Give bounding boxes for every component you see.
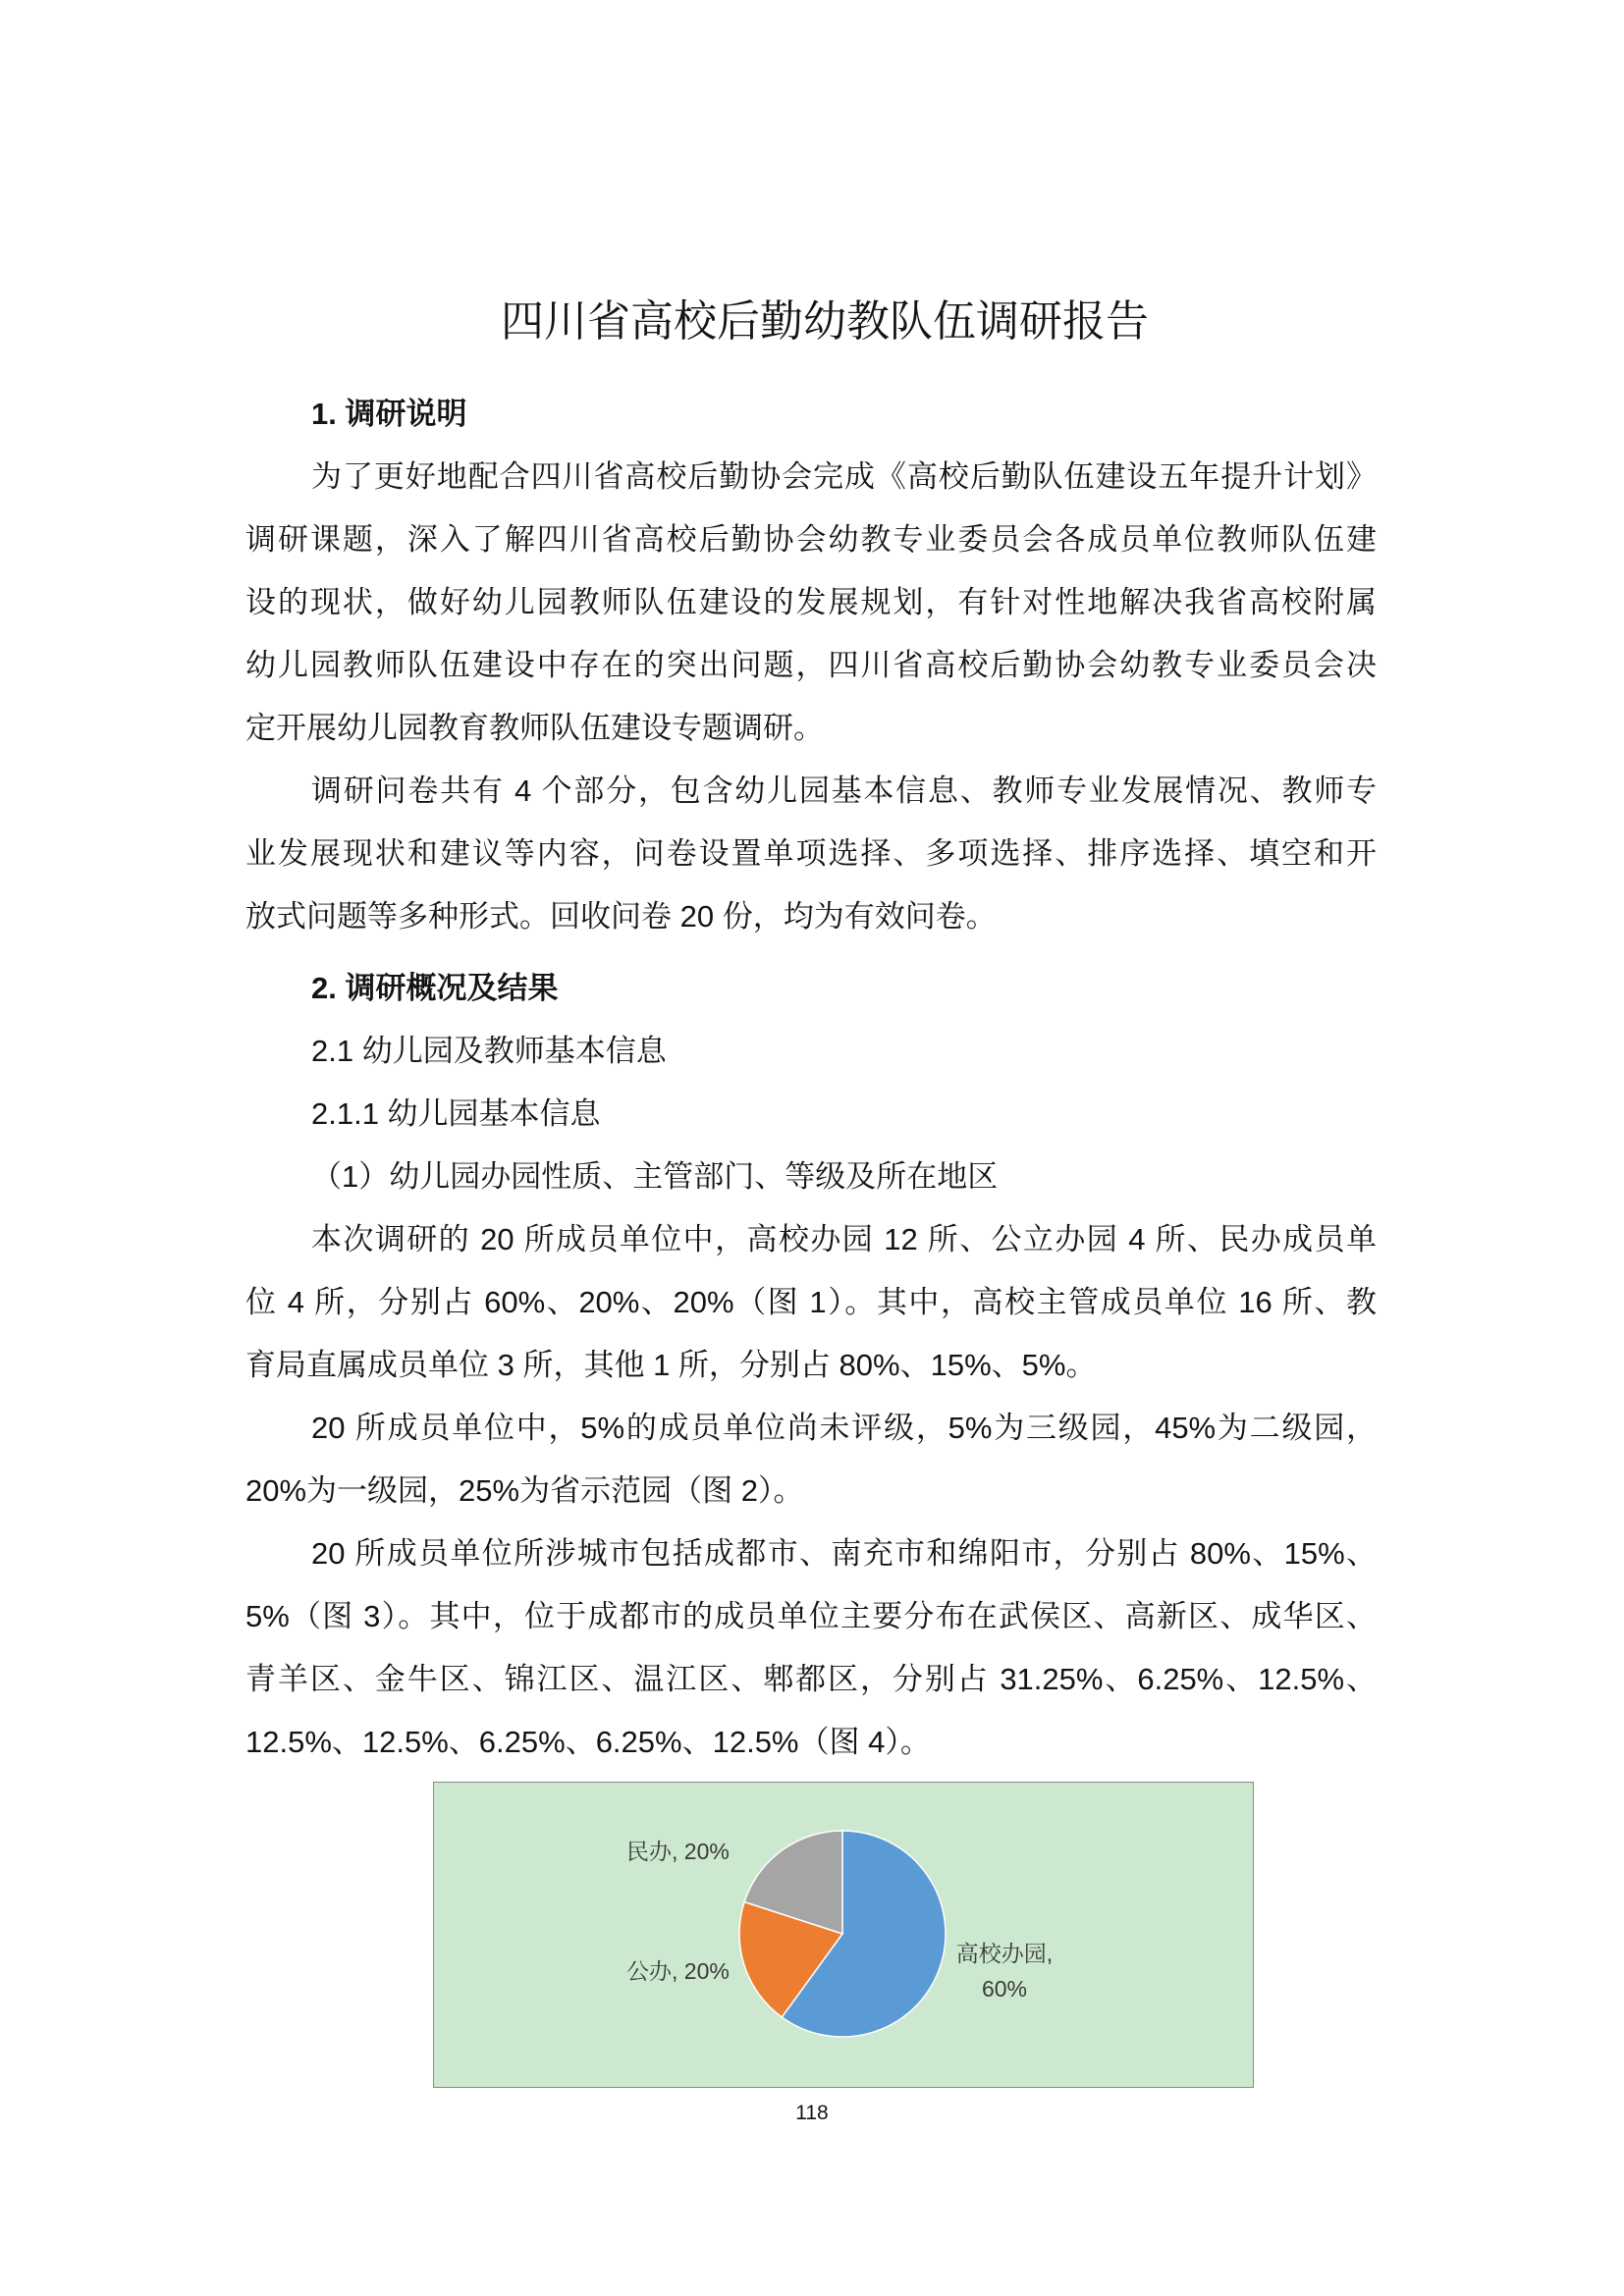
paragraph-line: 幼儿园教师队伍建设中存在的突出问题，四川省高校后勤协会幼教专业委员会决 (245, 648, 1377, 682)
paragraph-line: 20 所成员单位所涉城市包括成都市、南充市和绵阳市，分别占 80%、15%、 (311, 1536, 1377, 1571)
paragraph (245, 760, 1377, 948)
pie-chart-canvas (434, 1783, 1253, 2087)
pie-slices (739, 1831, 946, 2037)
subsubsection-heading: 2.1.1 幼儿园基本信息 (311, 1096, 601, 1131)
paragraph (245, 1397, 1377, 1522)
paragraph-line: 调研问卷共有 4 个部分，包含幼儿园基本信息、教师专业发展情况、教师专 (311, 774, 1377, 808)
paragraph-line: 位 4 所，分别占 60%、20%、20%（图 1）。其中，高校主管成员单位 16 所、教 (245, 1285, 1377, 1319)
pie-chart (433, 1782, 1254, 2088)
paragraph-line: 设的现状，做好幼儿园教师队伍建设的发展规划，有针对性地解决我省高校附属 (245, 585, 1377, 619)
subsection-heading: 2.1 幼儿园及教师基本信息 (311, 1034, 667, 1068)
paragraph-line: 本次调研的 20 所成员单位中，高校办园 12 所、公立办园 4 所、民办成员单 (311, 1222, 1377, 1256)
paragraph-line: 育局直属成员单位 3 所，其他 1 所，分别占 80%、15%、5%。 (245, 1348, 1097, 1382)
section-heading: 1. 调研说明 (311, 397, 467, 431)
paragraph-line: 业发展现状和建议等内容，问卷设置单项选择、多项选择、排序选择、填空和开 (245, 836, 1377, 871)
paragraph-line: 调研课题，深入了解四川省高校后勤协会幼教专业委员会各成员单位教师队伍建 (245, 522, 1377, 557)
section-heading: 2. 调研概况及结果 (311, 971, 559, 1005)
paragraph-line: 为了更好地配合四川省高校后勤协会完成《高校后勤队伍建设五年提升计划》 (311, 459, 1377, 494)
document-title: 四川省高校后勤幼教队伍调研报告 (501, 297, 1149, 346)
paragraph-line: 12.5%、12.5%、6.25%、6.25%、12.5%（图 4）。 (245, 1725, 931, 1759)
data-label-gaoxiao-name: 高校办园, (955, 1941, 1054, 1966)
paragraph-line: 放式问题等多种形式。回收问卷 20 份，均为有效问卷。 (245, 899, 997, 934)
paragraph-line: 青羊区、金牛区、锦江区、温江区、郫都区，分别占 31.25%、6.25%、12.5%、 (245, 1662, 1377, 1696)
paragraph (245, 1522, 1377, 1774)
paragraph (245, 1208, 1377, 1397)
item-heading: （1）幼儿园办园性质、主管部门、等级及所在地区 (311, 1159, 999, 1194)
data-label-gaoxiao-value: 60% (981, 1976, 1028, 2002)
paragraph-line: 定开展幼儿园教育教师队伍建设专题调研。 (245, 711, 824, 745)
data-label-gongban: 公办, 20% (626, 1958, 730, 1984)
page-number: 118 (795, 2102, 829, 2124)
document-body (245, 383, 1377, 1774)
paragraph-line: 20%为一级园，25%为省示范园（图 2）。 (245, 1473, 804, 1508)
paragraph (245, 446, 1377, 760)
data-label-minban: 民办, 20% (626, 1839, 730, 1864)
paragraph-line: 20 所成员单位中，5%的成员单位尚未评级，5%为三级园，45%为二级园， (311, 1411, 1377, 1445)
paragraph-line: 5%（图 3）。其中，位于成都市的成员单位主要分布在武侯区、高新区、成华区、 (245, 1599, 1377, 1633)
